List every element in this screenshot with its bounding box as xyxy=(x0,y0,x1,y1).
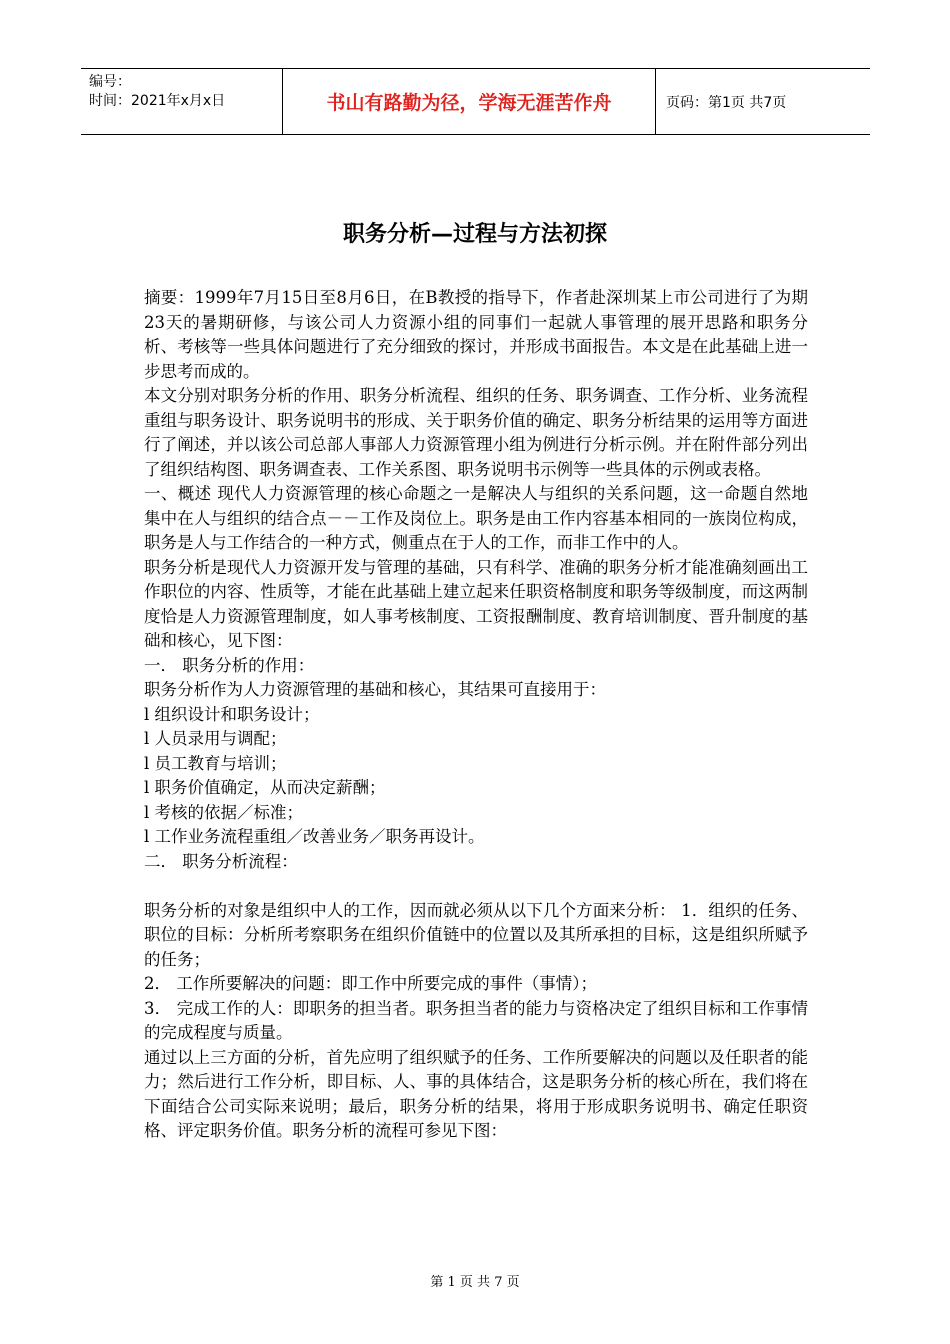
abstract-paragraph: 摘要：1999年7月15日至8月6日，在B教授的指导下，作者赴深圳某上市公司进行了为期23天的暑期研修，与该公司人力资源小组的同事们一起就人事管理的展开思路和职务分析、考核等一些具体问题进行了充分细致的探讨，并形成书面报告。本文是在此基础上进一步思考而成的。 xyxy=(144,288,808,381)
section-intro-paragraph: 一、概述 现代人力资源管理的核心命题之一是解决人与组织的关系问题，这一命题自然地集中在人与组织的结合点－－工作及岗位上。职务是由工作内容基本相同的一族岗位构成，职务是人与工作结合的一种方式，侧重点在于人的工作，而非工作中的人。 xyxy=(144,484,808,552)
document-number-label: 编号： xyxy=(89,74,131,90)
list-item: l 人员录用与调配； xyxy=(144,729,287,748)
document-body xyxy=(144,286,808,1144)
body-paragraph: 职务分析的对象是组织中人的工作，因而就必须从以下几个方面来分析： 1．组织的任务、职位的目标：分析所考察职务在组织价值链中的位置以及其所承担的目标，这是组织所赋予的任务； xyxy=(144,900,808,969)
blank-line xyxy=(144,874,808,899)
body-paragraph: 职务分析作为人力资源管理的基础和核心，其结果可直接用于： xyxy=(144,680,606,699)
numbered-item: 2． 工作所要解决的问题：即工作中所要完成的事件（事情）； xyxy=(144,974,597,993)
header-motto: 书山有路勤为径，学海无涯苦作舟 xyxy=(282,69,656,134)
document-date: 时间：2021年x月x日 xyxy=(89,93,226,109)
body-paragraph: 通过以上三方面的分析，首先应明了组织赋予的任务、工作所要解决的问题以及任职者的能力；然后进行工作分析，即目标、人、事的具体结合，这是职务分析的核心所在，我们将在下面结合公司实际来说明；最后，职务分析的结果，将用于形成职务说明书、确定任职资格、评定职务价值。职务分析的流程可参见下图： xyxy=(144,1047,808,1140)
list-item: l 职务价值确定，从而决定薪酬； xyxy=(144,778,386,797)
page-header xyxy=(81,68,870,135)
list-item: l 考核的依据／标准； xyxy=(144,802,304,822)
list-item: l 组织设计和职务设计； xyxy=(144,704,320,724)
section-heading: 一． 职务分析的作用： xyxy=(144,655,315,675)
page-footer: 第 1 页 共 7 页 xyxy=(430,1275,520,1290)
list-item: l 员工教育与培训； xyxy=(144,753,287,773)
list-item: l 工作业务流程重组／改善业务／职务再设计。 xyxy=(144,827,485,846)
body-paragraph: 职务分析是现代人力资源开发与管理的基础，只有科学、准确的职务分析才能准确刻画出工作职位的内容、性质等，才能在此基础上建立起来任职资格制度和职务等级制度，而这两制度恰是人力资源管理制度，如人事考核制度、工资报酬制度、教育培训制度、晋升制度的基础和核心，见下图： xyxy=(144,557,808,650)
header-meta xyxy=(81,69,282,134)
numbered-item: 3． 完成工作的人：即职务的担当者。职务担当者的能力与资格决定了组织目标和工作事情的完成程度与质量。 xyxy=(144,998,808,1042)
header-page-info: 页码：第1页 共7页 xyxy=(666,94,787,111)
document-title: 职务分析—过程与方法初探 xyxy=(342,222,607,247)
section-heading: 二． 职务分析流程： xyxy=(144,851,298,871)
overview-paragraph: 本文分别对职务分析的作用、职务分析流程、组织的任务、职务调查、工作分析、业务流程重组与职务设计、职务说明书的形成、关于职务价值的确定、职务分析结果的运用等方面进行了阐述，并以该公司总部人事部人力资源管理小组为例进行分析示例。并在附件部分列出了组织结构图、职务调查表、工作关系图、职务说明书示例等一些具体的示例或表格。 xyxy=(144,386,808,479)
